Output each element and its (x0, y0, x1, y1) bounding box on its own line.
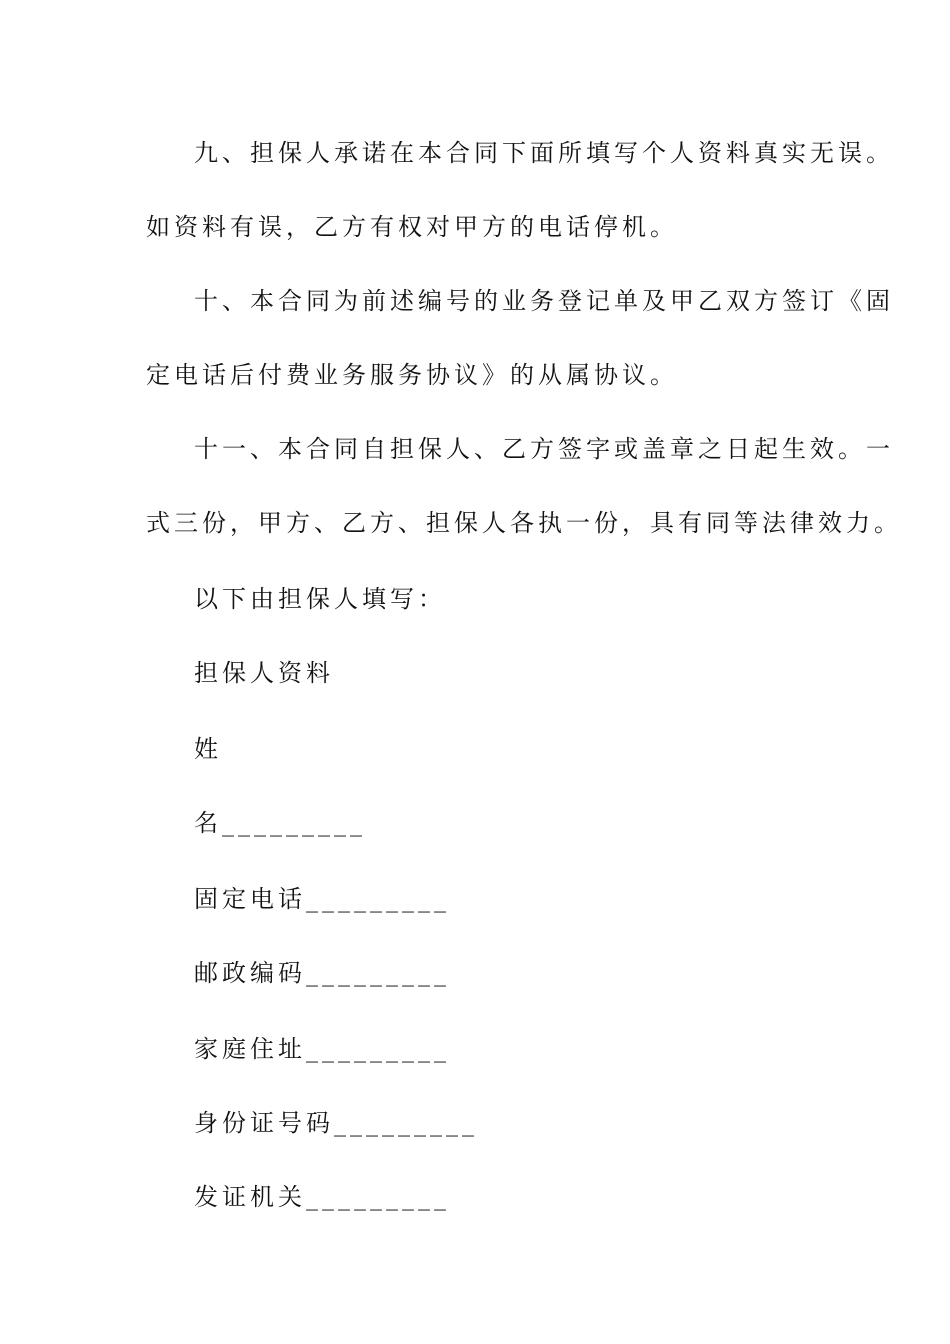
issuer-field-label: 发证机关 (194, 1183, 306, 1211)
clause-9-line-2: 如资料有误，乙方有权对甲方的电话停机。 (146, 213, 678, 241)
id-field-blank[interactable]: _________ (334, 1109, 478, 1137)
postal-field-blank[interactable]: _________ (306, 959, 450, 987)
clause-9-line-1: 九、担保人承诺在本合同下面所填写个人资料真实无误。 (194, 139, 894, 167)
address-field-blank[interactable]: _________ (306, 1035, 450, 1063)
phone-field-label: 固定电话 (194, 885, 306, 913)
clause-11-line-1: 十一、本合同自担保人、乙方签字或盖章之日起生效。一 (194, 435, 894, 463)
postal-field-row (194, 958, 450, 988)
id-field-row (194, 1108, 478, 1138)
issuer-field-row (194, 1182, 450, 1212)
name-field-row (194, 808, 366, 838)
name-label-part-1: 姓 (194, 735, 222, 763)
name-field-label: 名 (194, 809, 222, 837)
fill-intro: 以下由担保人填写： (194, 585, 446, 613)
clause-10-line-2: 定电话后付费业务服务协议》的从属协议。 (146, 361, 678, 389)
id-field-label: 身份证号码 (194, 1109, 334, 1137)
phone-field-row (194, 884, 450, 914)
section-title: 担保人资料 (194, 659, 334, 687)
phone-field-blank[interactable]: _________ (306, 885, 450, 913)
address-field-label: 家庭住址 (194, 1035, 306, 1063)
issuer-field-blank[interactable]: _________ (306, 1183, 450, 1211)
address-field-row (194, 1034, 450, 1064)
postal-field-label: 邮政编码 (194, 959, 306, 987)
clause-11-line-2: 式三份，甲方、乙方、担保人各执一份，具有同等法律效力。 (146, 509, 902, 537)
clause-10-line-1: 十、本合同为前述编号的业务登记单及甲乙双方签订《固 (194, 287, 894, 315)
name-field-blank[interactable]: _________ (222, 809, 366, 837)
